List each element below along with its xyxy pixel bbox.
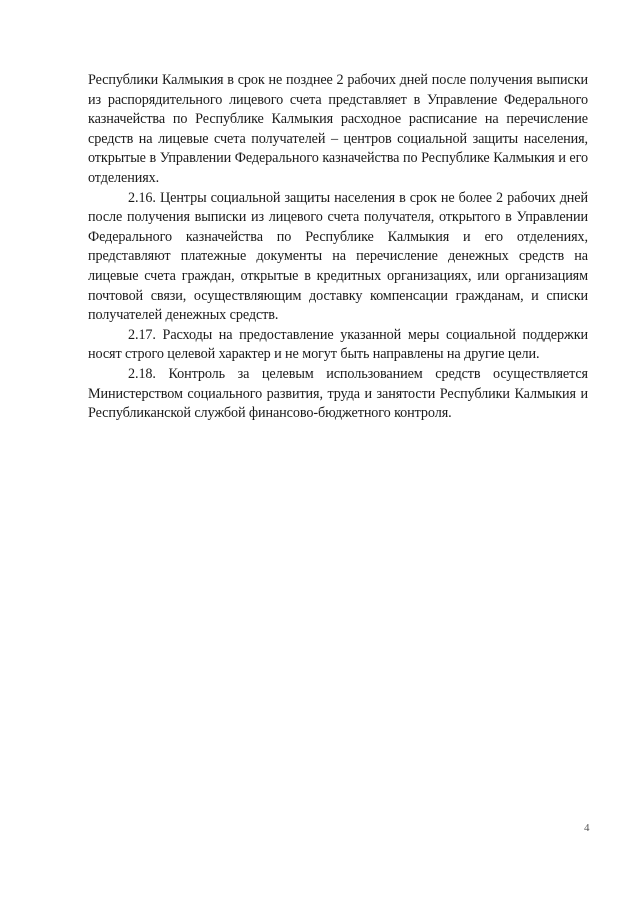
document-body [88, 71, 588, 424]
paragraph-2-17: 2.17. Расходы на предоставление указанной меры социальной поддержки носят строго целевой характер и не могут быть направлены на другие цели. [88, 326, 588, 363]
page-number: 4 [584, 822, 590, 834]
paragraph-2-16: 2.16. Центры социальной защиты населения в срок не более 2 рабочих дней после получения выписки из лицевого счета получателя, открытого в Управлении Федерального казначейства по Республике Калмыкия и его отделениях, представляют платежные документы на перечисление денежных средств на лицевые счета граждан, открытые в кредитных организациях, или организациям почтовой связи, осуществляющим доставку компенсации гражданам, и списки получателей денежных средств. [88, 189, 588, 324]
paragraph-continuation: Республики Калмыкия в срок не позднее 2 рабочих дней после получения выписки из распорядительного лицевого счета представляет в Управление Федерального казначейства по Республике Калмыкия расходное расписание на перечисление средств на лицевые счета получателей – центров социальной защиты населения, открытые в Управлении Федерального казначейства по Республике Калмыкия и его отделениях. [88, 72, 588, 186]
paragraph-2-18: 2.18. Контроль за целевым использованием средств осуществляется Министерством социального развития, труда и занятости Республики Калмыкия и Республиканской службой финансово-бюджетного контроля. [88, 365, 588, 422]
